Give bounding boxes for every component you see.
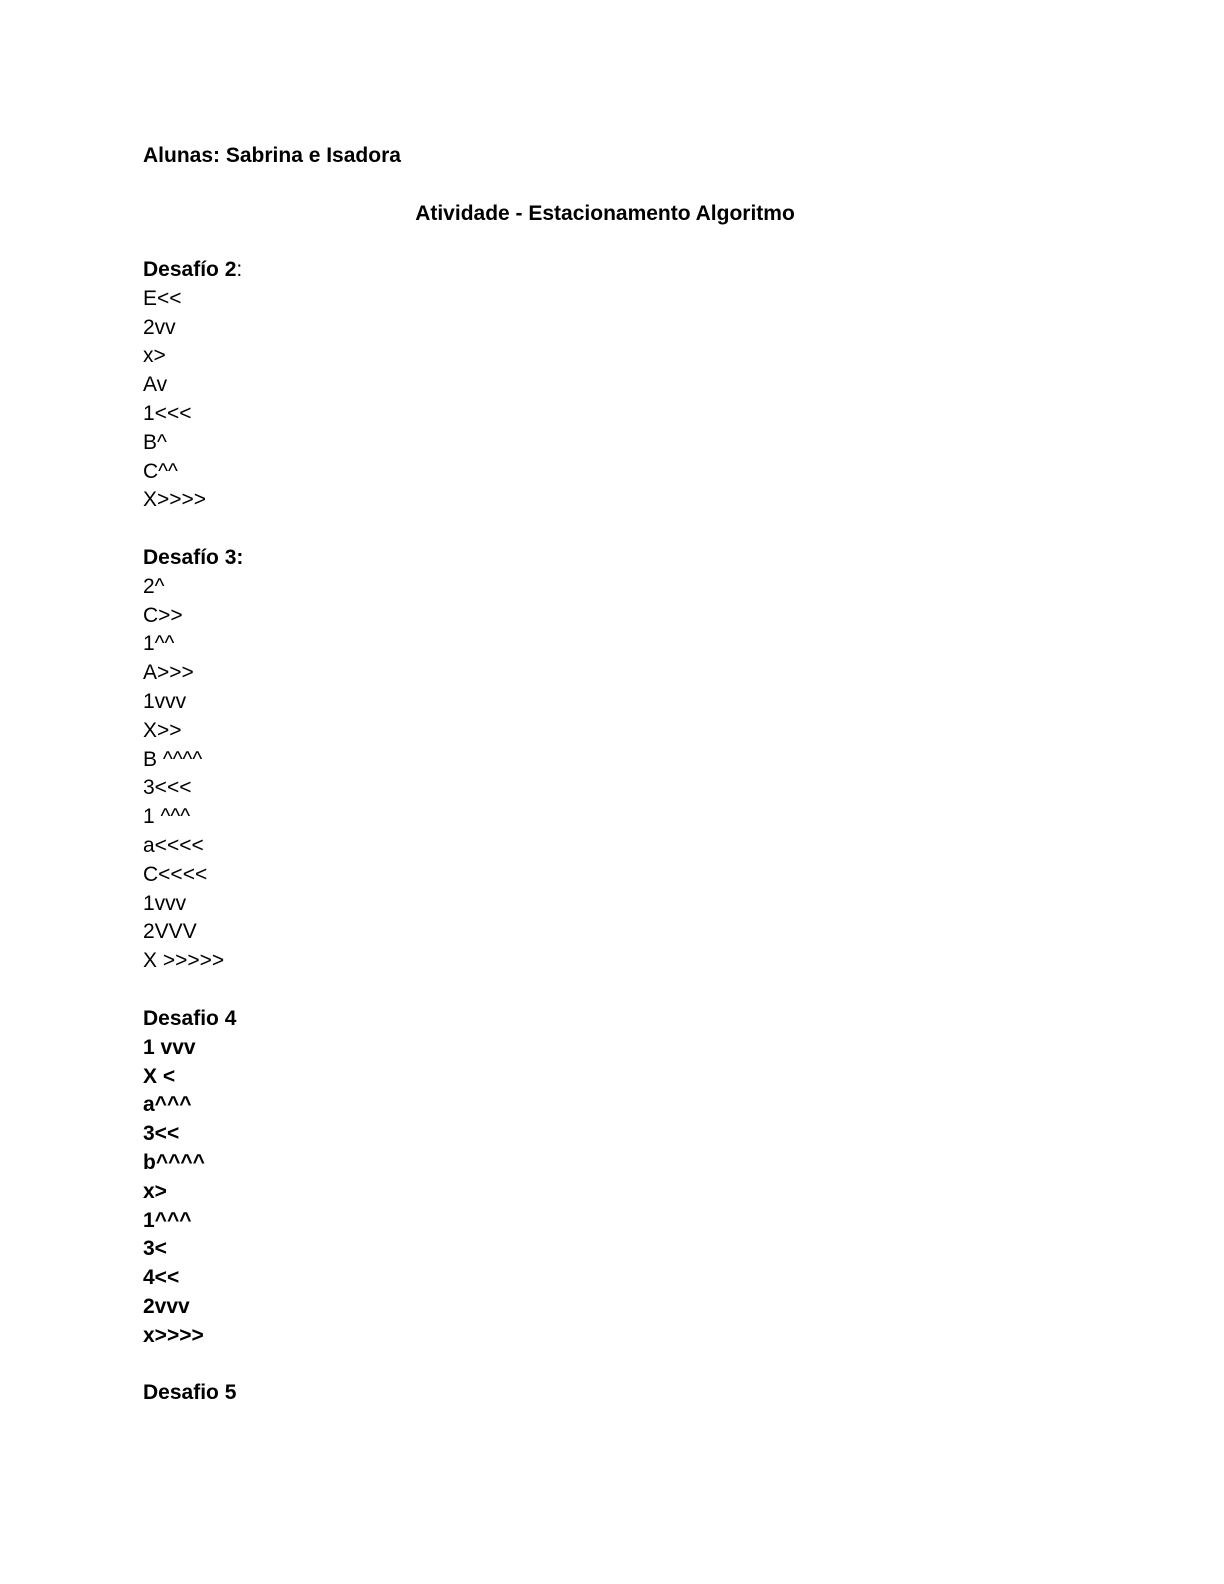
desafio-2-step: E<< bbox=[143, 286, 182, 310]
desafio-3-step: a<<<< bbox=[143, 833, 204, 857]
desafio-3-step: C>> bbox=[143, 603, 183, 627]
desafio-4-step: x> bbox=[143, 1179, 167, 1203]
desafio-3-step: X >>>>> bbox=[143, 949, 225, 973]
desafio-4-section bbox=[143, 1005, 236, 1351]
desafio-3-step: 2^ bbox=[143, 574, 165, 598]
desafio-3-step: 1 ^^^ bbox=[143, 805, 191, 829]
desafio-2-section bbox=[143, 256, 242, 515]
desafio-3-step: 2VVV bbox=[143, 920, 197, 944]
desafio-3-step: 1vvv bbox=[143, 891, 187, 915]
desafio-4-step: b^^^^ bbox=[143, 1150, 205, 1174]
desafio-4-heading: Desafio 4 bbox=[143, 1007, 237, 1030]
document-title: Atividade - Estacionamento Algoritmo bbox=[415, 202, 795, 225]
desafio-4-step: 4<< bbox=[143, 1266, 180, 1290]
desafio-3-step: 1vvv bbox=[143, 689, 187, 713]
desafio-2-step: 2vv bbox=[143, 315, 176, 339]
desafio-2-step: Av bbox=[143, 373, 168, 397]
desafio-4-step: 3<< bbox=[143, 1122, 180, 1146]
desafio-4-step: x>>>> bbox=[143, 1323, 204, 1347]
desafio-3-heading: Desafío 3: bbox=[143, 546, 244, 569]
desafio-3-section bbox=[143, 544, 243, 976]
desafio-2-heading: Desafío 2: bbox=[143, 258, 243, 281]
desafio-2-step: x> bbox=[143, 344, 166, 368]
desafio-3-step: 3<<< bbox=[143, 776, 192, 800]
desafio-5-section bbox=[143, 1379, 236, 1408]
desafio-2-step: 1<<< bbox=[143, 401, 192, 425]
desafio-3-step: C<<<< bbox=[143, 862, 208, 886]
desafio-2-step: X>>>> bbox=[143, 488, 207, 512]
students-line: Alunas: Sabrina e Isadora bbox=[143, 144, 401, 167]
desafio-4-step: 1^^^ bbox=[143, 1208, 192, 1232]
desafio-3-step: A>>> bbox=[143, 661, 194, 685]
desafio-3-step: 1^^ bbox=[143, 632, 175, 656]
desafio-2-step: C^^ bbox=[143, 459, 178, 483]
desafio-4-step: 3< bbox=[143, 1237, 167, 1261]
desafio-3-step: B ^^^^ bbox=[143, 747, 203, 771]
desafio-3-step: X>> bbox=[143, 718, 182, 742]
desafio-4-step: X < bbox=[143, 1064, 176, 1088]
desafio-5-heading: Desafio 5 bbox=[143, 1381, 237, 1404]
desafio-4-step: a^^^ bbox=[143, 1093, 192, 1117]
desafio-2-step: B^ bbox=[143, 430, 167, 454]
desafio-4-step: 1 vvv bbox=[143, 1035, 196, 1059]
desafio-4-step: 2vvv bbox=[143, 1294, 190, 1318]
